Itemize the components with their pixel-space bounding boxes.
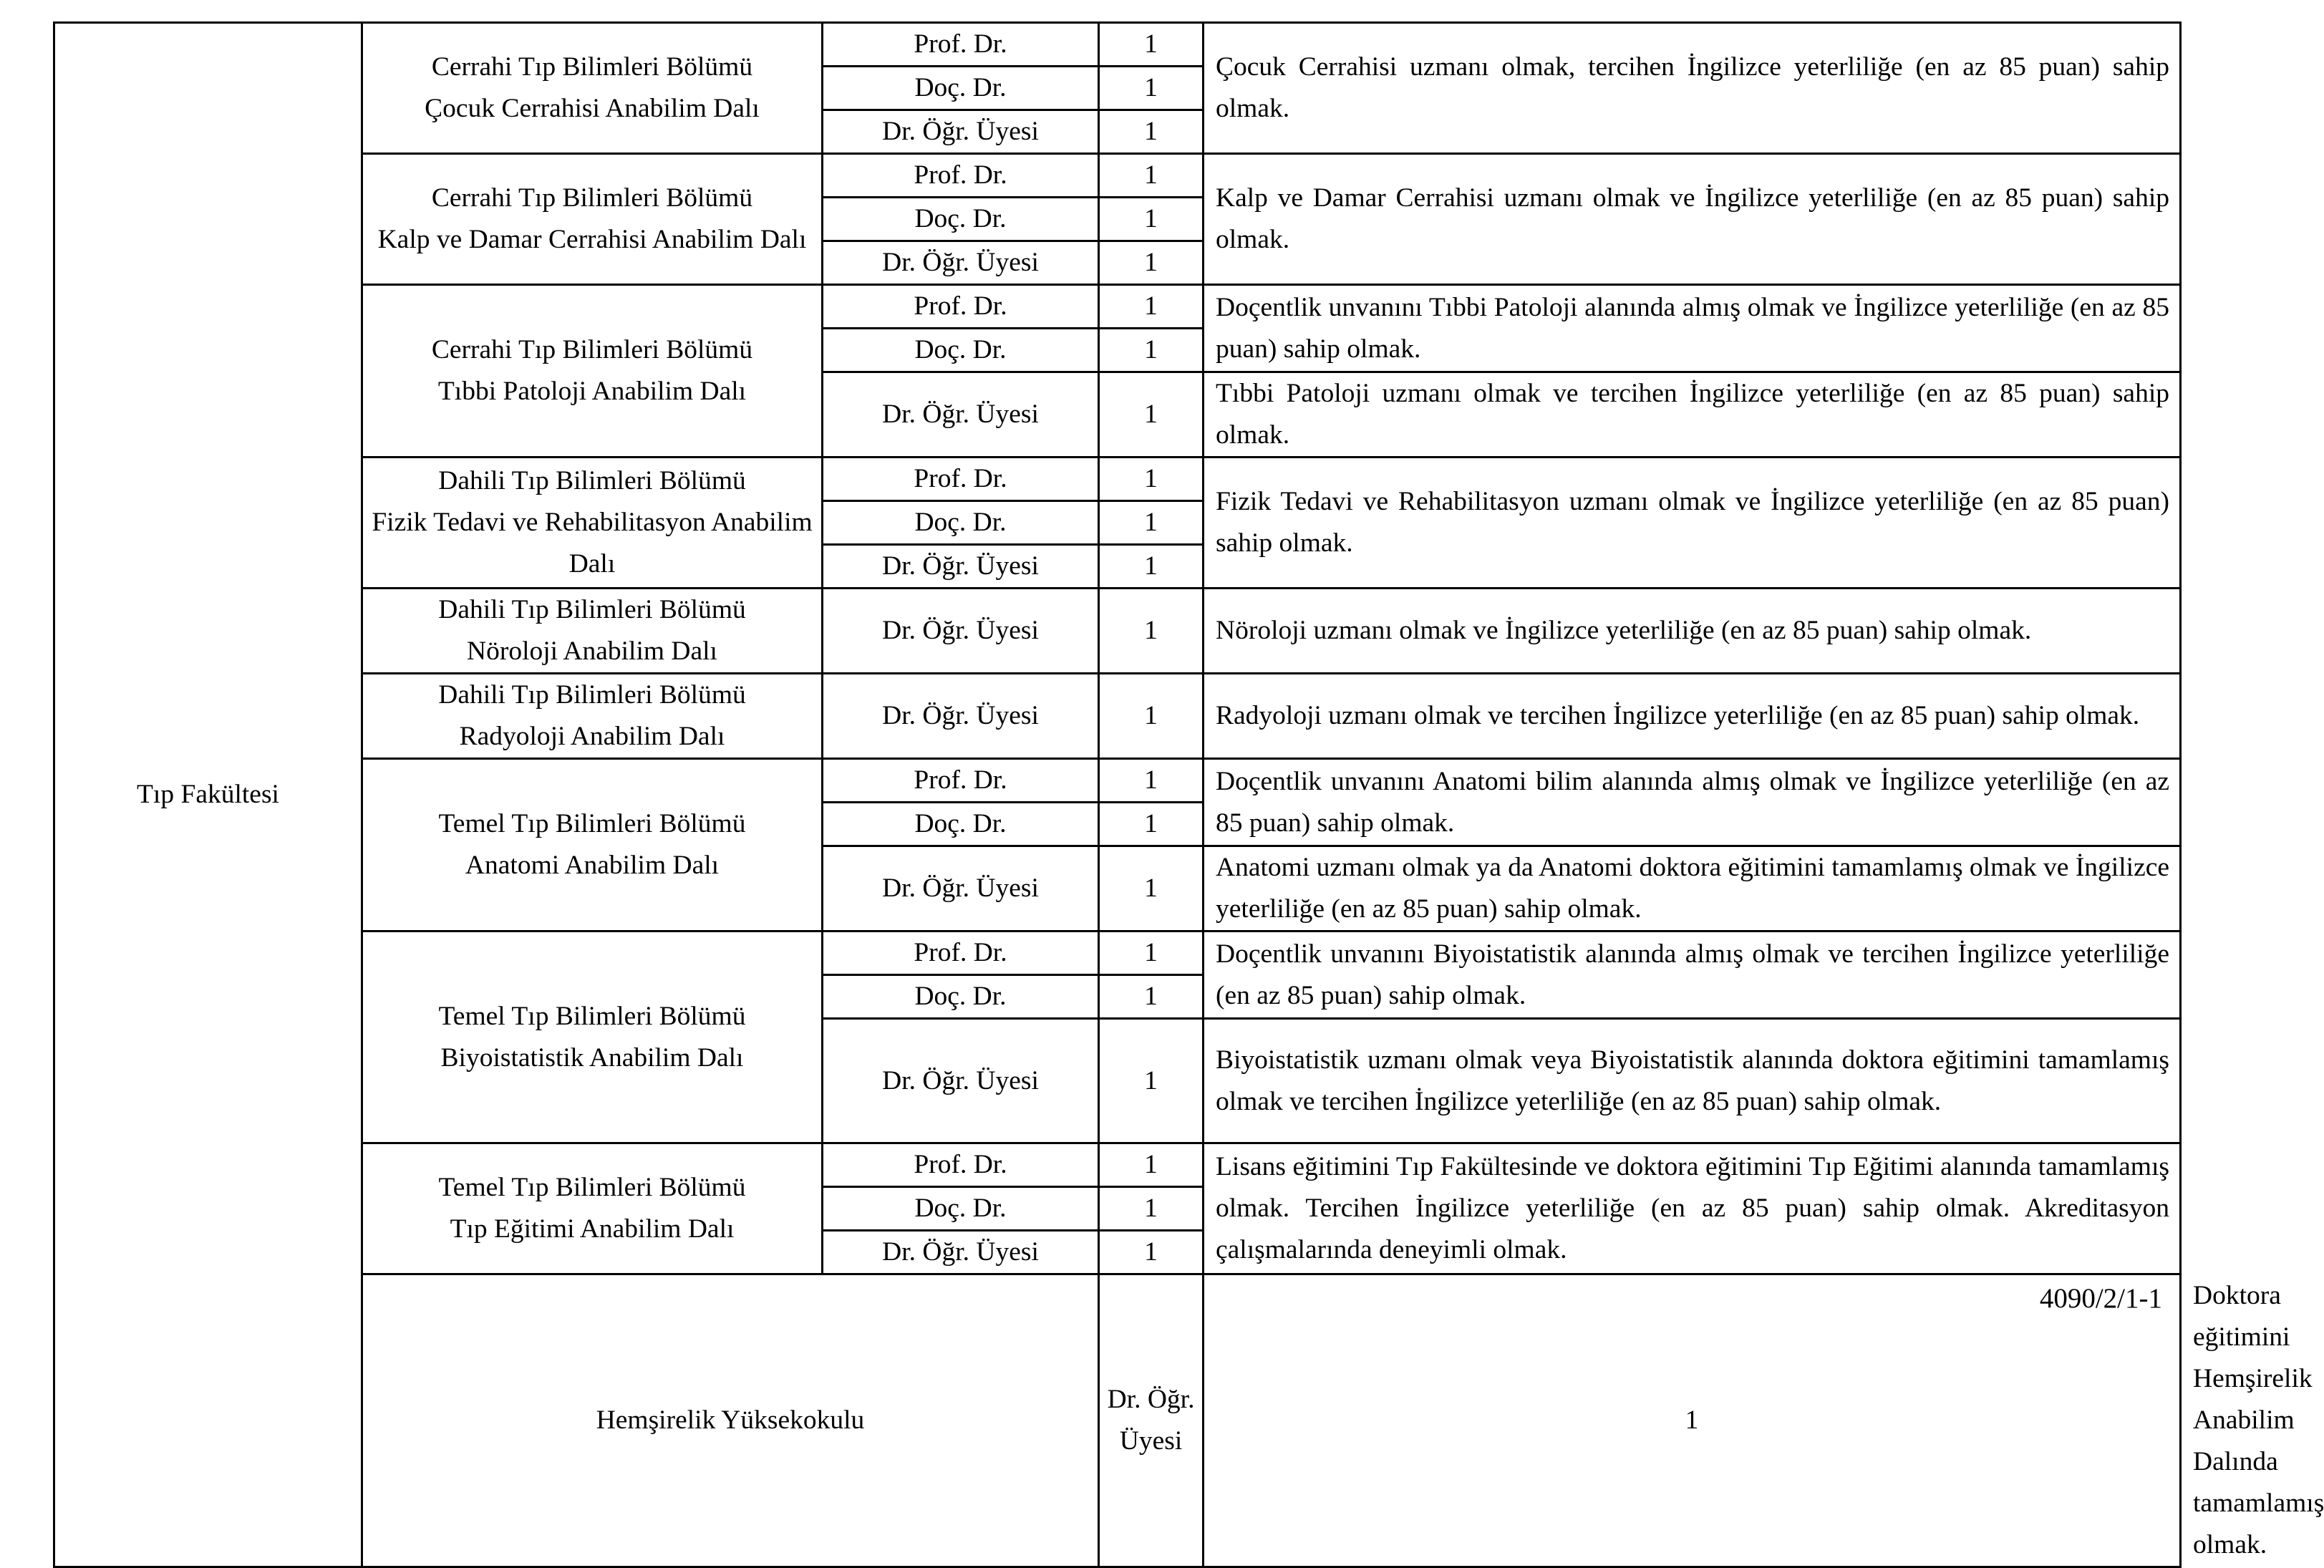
department-name: Dahili Tıp Bilimleri Bölümü Radyoloji Anabilim Dalı bbox=[362, 674, 823, 759]
position-title: Doç. Dr. bbox=[823, 198, 1099, 241]
requirement-text: Biyoistatistik uzmanı olmak veya Biyoistatistik alanında doktora eğitimini tamamlamış olmak ve tercihen İngilizce yeterliliğe (en az 85 puan) sahip olmak. bbox=[1204, 1019, 2181, 1143]
position-count: 1 bbox=[1099, 1187, 1204, 1231]
department-name: Temel Tıp Bilimleri Bölümü Anatomi Anabilim Dalı bbox=[362, 759, 823, 931]
position-count: 1 bbox=[1099, 1019, 1204, 1143]
position-count: 1 bbox=[1099, 846, 1204, 931]
position-count: 1 bbox=[1099, 1143, 1204, 1187]
position-title: Dr. Öğr. Üyesi bbox=[823, 545, 1099, 589]
department-name: Cerrahi Tıp Bilimleri Bölümü Tıbbi Patoloji Anabilim Dalı bbox=[362, 285, 823, 458]
position-count: 1 bbox=[1099, 329, 1204, 372]
position-title: Doç. Dr. bbox=[823, 975, 1099, 1019]
school-name: Hemşirelik Yüksekokulu bbox=[362, 1274, 1099, 1567]
table-row bbox=[54, 674, 2181, 759]
position-title: Prof. Dr. bbox=[823, 458, 1099, 501]
position-title: Dr. Öğr. Üyesi bbox=[823, 1231, 1099, 1274]
position-count: 1 bbox=[1099, 198, 1204, 241]
department-name: Temel Tıp Bilimleri Bölümü Biyoistatistik Anabilim Dalı bbox=[362, 931, 823, 1143]
table-row bbox=[54, 759, 2181, 803]
position-title: Prof. Dr. bbox=[823, 285, 1099, 329]
position-count: 1 bbox=[1099, 803, 1204, 846]
position-title: Doç. Dr. bbox=[823, 1187, 1099, 1231]
document-code: 4090/2/1-1 bbox=[2039, 1283, 2162, 1314]
position-title: Prof. Dr. bbox=[823, 1143, 1099, 1187]
position-title: Dr. Öğr. Üyesi bbox=[823, 589, 1099, 674]
position-count: 1 bbox=[1099, 241, 1204, 285]
table-row bbox=[54, 458, 2181, 501]
position-title: Dr. Öğr. Üyesi bbox=[823, 674, 1099, 759]
position-count: 1 bbox=[1099, 975, 1204, 1019]
position-title: Dr. Öğr. Üyesi bbox=[823, 110, 1099, 154]
position-title: Prof. Dr. bbox=[823, 759, 1099, 803]
requirement-text: Doçentlik unvanını Anatomi bilim alanında almış olmak ve İngilizce yeterliliğe (en az 85 puan) sahip olmak. bbox=[1204, 759, 2181, 846]
position-title: Prof. Dr. bbox=[823, 154, 1099, 198]
position-count: 1 bbox=[1099, 372, 1204, 458]
requirement-text: Kalp ve Damar Cerrahisi uzmanı olmak ve İngilizce yeterliliğe (en az 85 puan) sahip olmak. bbox=[1204, 154, 2181, 285]
table-row bbox=[54, 589, 2181, 674]
position-count: 1 bbox=[1099, 545, 1204, 589]
position-title: Prof. Dr. bbox=[823, 931, 1099, 975]
requirement-text: Doçentlik unvanını Tıbbi Patoloji alanında almış olmak ve İngilizce yeterliliğe (en az 85 puan) sahip olmak. bbox=[1204, 285, 2181, 372]
table-row bbox=[54, 285, 2181, 329]
requirement-text: Doçentlik unvanını Biyoistatistik alanında almış olmak ve tercihen İngilizce yeterliliğe (en az 85 puan) sahip olmak. bbox=[1204, 931, 2181, 1019]
position-title: Dr. Öğr. Üyesi bbox=[823, 372, 1099, 458]
position-title: Doç. Dr. bbox=[823, 803, 1099, 846]
position-count: 1 bbox=[1099, 67, 1204, 110]
table-row bbox=[54, 1143, 2181, 1187]
requirement-text: Lisans eğitimini Tıp Fakültesinde ve doktora eğitimini Tıp Eğitimi alanında tamamlamış olmak. Tercihen İngilizce yeterliliğe (en az 85 puan) sahip olmak. Akreditasyon çalışmalarında deneyimli olmak. bbox=[1204, 1143, 2181, 1274]
position-count: 1 bbox=[1204, 1274, 2181, 1567]
position-title: Dr. Öğr. Üyesi bbox=[823, 1019, 1099, 1143]
table-row: Hemşirelik Yüksekokulu Dr. Öğr. Üyesi 1 Doktora eğitimini Hemşirelik Anabilim Dalında tamamlamış olmak. bbox=[54, 1274, 2181, 1567]
table-row bbox=[54, 23, 2181, 67]
position-title: Doç. Dr. bbox=[823, 329, 1099, 372]
position-title: Dr. Öğr. Üyesi bbox=[823, 846, 1099, 931]
requirement-text: Tıbbi Patoloji uzmanı olmak ve tercihen İngilizce yeterliliğe (en az 85 puan) sahip olmak. bbox=[1204, 372, 2181, 458]
position-count: 1 bbox=[1099, 458, 1204, 501]
requirement-text: Nöroloji uzmanı olmak ve İngilizce yeterliliğe (en az 85 puan) sahip olmak. bbox=[1204, 589, 2181, 674]
requirement-text: Radyoloji uzmanı olmak ve tercihen İngilizce yeterliliğe (en az 85 puan) sahip olmak. bbox=[1204, 674, 2181, 759]
department-name: Temel Tıp Bilimleri Bölümü Tıp Eğitimi Anabilim Dalı bbox=[362, 1143, 823, 1274]
table-row bbox=[54, 931, 2181, 975]
requirement-text: Anatomi uzmanı olmak ya da Anatomi doktora eğitimini tamamlamış olmak ve İngilizce yeterliliğe (en az 85 puan) sahip olmak. bbox=[1204, 846, 2181, 931]
position-count: 1 bbox=[1099, 285, 1204, 329]
table-row bbox=[54, 154, 2181, 198]
department-name: Dahili Tıp Bilimleri Bölümü Nöroloji Anabilim Dalı bbox=[362, 589, 823, 674]
position-title: Doç. Dr. bbox=[823, 501, 1099, 545]
faculty-name: Tıp Fakültesi bbox=[54, 23, 362, 1567]
requirement-text: Çocuk Cerrahisi uzmanı olmak, tercihen İngilizce yeterliliğe (en az 85 puan) sahip olmak. bbox=[1204, 23, 2181, 154]
position-count: 1 bbox=[1099, 110, 1204, 154]
position-title: Dr. Öğr. Üyesi bbox=[823, 241, 1099, 285]
position-count: 1 bbox=[1099, 154, 1204, 198]
requirement-text: Fizik Tedavi ve Rehabilitasyon uzmanı olmak ve İngilizce yeterliliğe (en az 85 puan) sahip olmak. bbox=[1204, 458, 2181, 589]
position-title: Dr. Öğr. Üyesi bbox=[1099, 1274, 1204, 1567]
position-count: 1 bbox=[1099, 674, 1204, 759]
position-count: 1 bbox=[1099, 931, 1204, 975]
department-name: Cerrahi Tıp Bilimleri Bölümü Çocuk Cerrahisi Anabilim Dalı bbox=[362, 23, 823, 154]
position-count: 1 bbox=[1099, 23, 1204, 67]
position-count: 1 bbox=[1099, 589, 1204, 674]
department-name: Cerrahi Tıp Bilimleri Bölümü Kalp ve Damar Cerrahisi Anabilim Dalı bbox=[362, 154, 823, 285]
position-title: Doç. Dr. bbox=[823, 67, 1099, 110]
position-count: 1 bbox=[1099, 759, 1204, 803]
position-count: 1 bbox=[1099, 501, 1204, 545]
faculty-positions-table bbox=[53, 21, 2324, 1568]
position-title: Prof. Dr. bbox=[823, 23, 1099, 67]
department-name: Dahili Tıp Bilimleri Bölümü Fizik Tedavi ve Rehabilitasyon Anabilim Dalı bbox=[362, 458, 823, 589]
position-count: 1 bbox=[1099, 1231, 1204, 1274]
